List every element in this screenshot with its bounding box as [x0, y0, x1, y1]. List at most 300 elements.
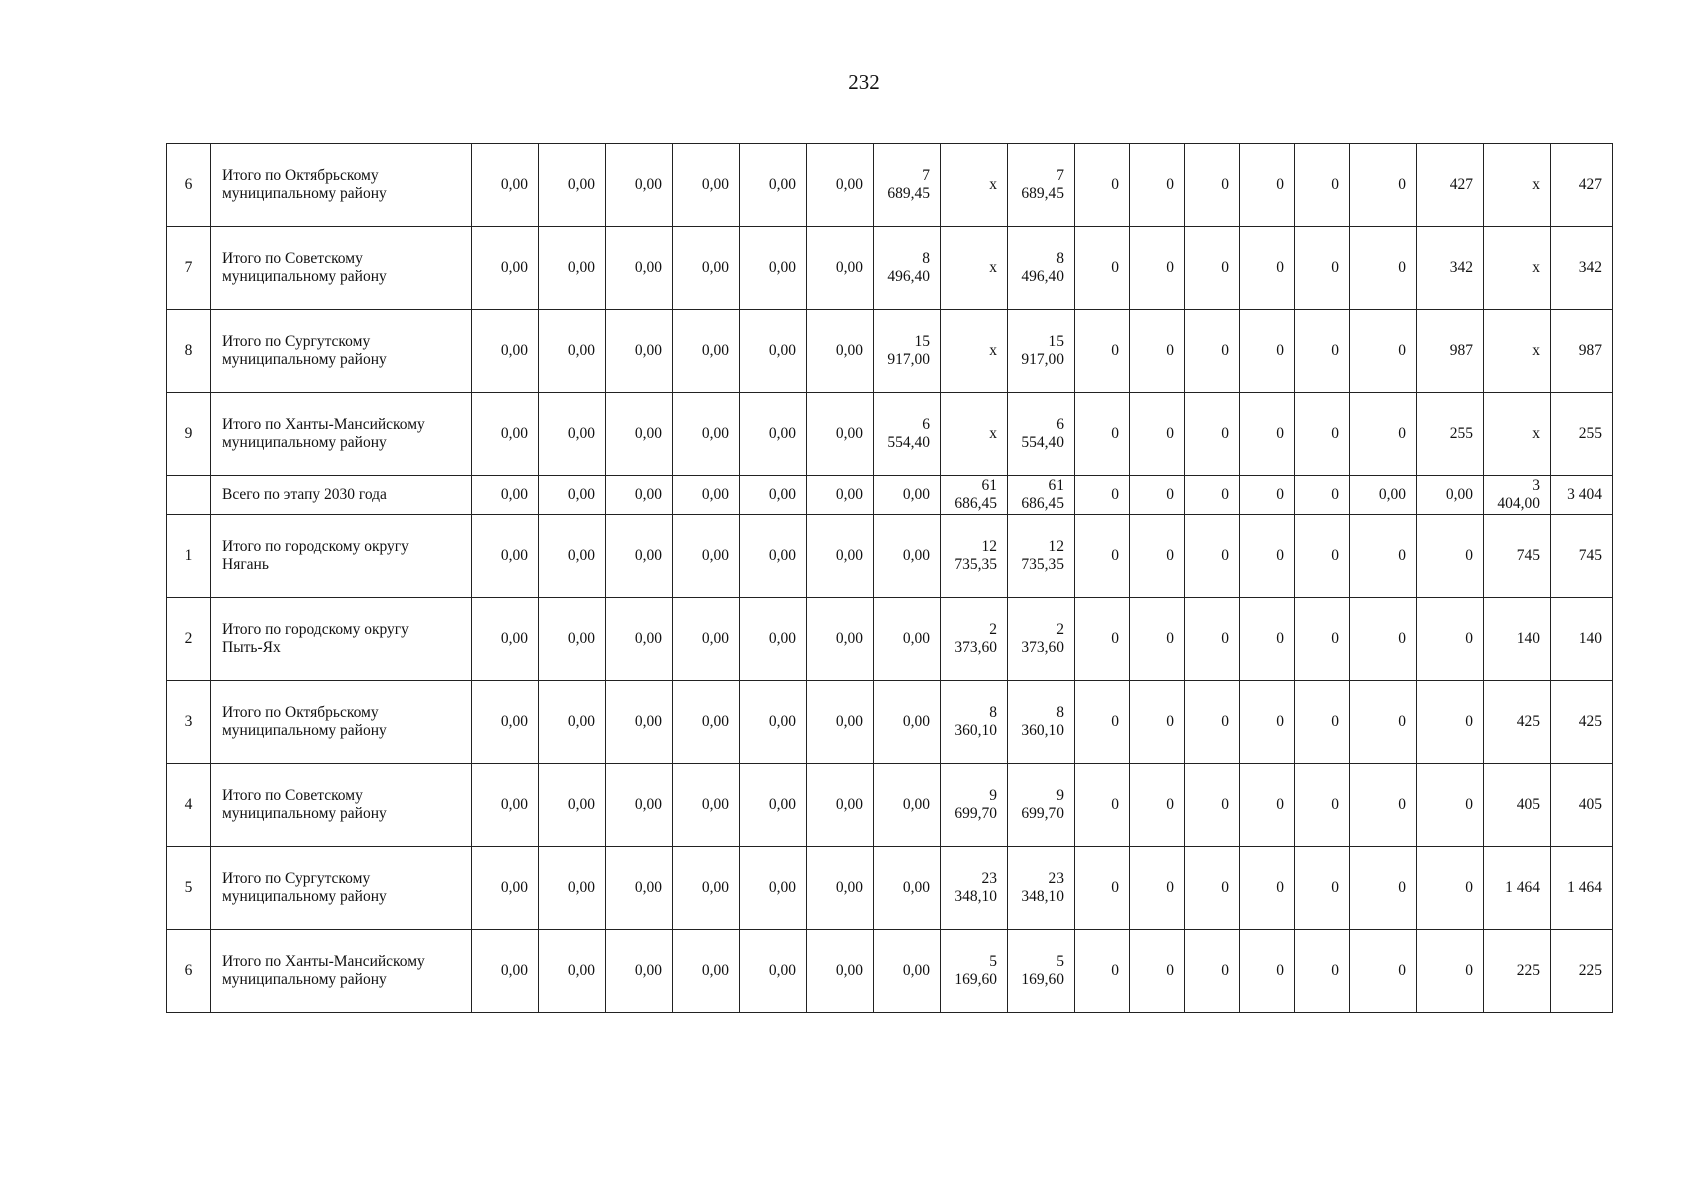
row-number-cell: [167, 476, 211, 515]
value-cell: 0,00: [539, 681, 606, 764]
value-cell: 0: [1130, 764, 1185, 847]
value-cell: [941, 847, 1008, 930]
row-number-cell: 6: [167, 930, 211, 1013]
row-name-cell: [211, 227, 472, 310]
value-cell: 0: [1350, 310, 1417, 393]
row-name-line: Итого по Октябрьскому: [222, 704, 379, 721]
value-cell: 0,00: [539, 598, 606, 681]
value-cell: 0,00: [740, 310, 807, 393]
value-cell: 0,00: [472, 930, 539, 1013]
value-cell: 0: [1075, 227, 1130, 310]
value-cell: 0,00: [673, 144, 740, 227]
value-cell: 0: [1295, 476, 1350, 515]
value-cell: 0: [1075, 310, 1130, 393]
table-row: [167, 227, 1613, 310]
row-number-cell: 1: [167, 515, 211, 598]
value-cell: [941, 930, 1008, 1013]
value-line: 360,10: [1021, 722, 1064, 739]
value-cell: 0: [1295, 227, 1350, 310]
value-cell: 0: [1417, 515, 1484, 598]
value-cell: 0: [1240, 681, 1295, 764]
row-name-line: муниципальному району: [222, 434, 387, 451]
value-cell: 0,00: [539, 310, 606, 393]
value-cell: 0: [1130, 310, 1185, 393]
value-cell: 0,00: [673, 764, 740, 847]
value-cell: 0: [1240, 393, 1295, 476]
value-cell: 0,00: [606, 681, 673, 764]
value-cell: 0: [1295, 930, 1350, 1013]
value-cell: 0,00: [472, 515, 539, 598]
value-cell: [1484, 476, 1551, 515]
value-cell: 0,00: [740, 681, 807, 764]
value-cell: 0: [1130, 847, 1185, 930]
page-number: 232: [848, 70, 880, 94]
value-cell: 0: [1075, 598, 1130, 681]
value-cell: 0: [1075, 847, 1130, 930]
value-cell: 0: [1350, 393, 1417, 476]
value-line: 699,70: [954, 805, 997, 822]
table-row: [167, 930, 1613, 1013]
value-cell: 0: [1350, 144, 1417, 227]
value-cell: 0,00: [673, 681, 740, 764]
value-cell: x: [941, 227, 1008, 310]
value-line: 6: [1056, 416, 1064, 433]
value-cell: 0,00: [472, 227, 539, 310]
row-name-line: Итого по Советскому: [222, 787, 363, 804]
value-line: 2: [989, 621, 997, 638]
value-cell: 0: [1417, 598, 1484, 681]
value-cell: [1008, 476, 1075, 515]
value-cell: 0: [1240, 476, 1295, 515]
value-cell: 0: [1350, 764, 1417, 847]
value-line: 5: [989, 953, 997, 970]
value-line: 404,00: [1497, 495, 1540, 512]
value-cell: 0,00: [606, 598, 673, 681]
value-cell: 255: [1551, 393, 1613, 476]
value-line: 373,60: [954, 639, 997, 656]
value-cell: 987: [1417, 310, 1484, 393]
row-name-line: муниципальному району: [222, 888, 387, 905]
value-cell: 0,00: [874, 681, 941, 764]
value-cell: 0,00: [606, 476, 673, 515]
value-cell: 0,00: [740, 515, 807, 598]
value-cell: [1008, 764, 1075, 847]
value-cell: 427: [1551, 144, 1613, 227]
row-name-line: Итого по Ханты-Мансийскому: [222, 416, 425, 433]
value-cell: 0,00: [472, 476, 539, 515]
value-cell: 0: [1350, 681, 1417, 764]
value-cell: [874, 227, 941, 310]
value-line: 360,10: [954, 722, 997, 739]
value-cell: 0,00: [539, 144, 606, 227]
value-line: 8: [1056, 704, 1064, 721]
row-name-cell: [211, 476, 472, 515]
value-cell: 0,00: [807, 144, 874, 227]
value-line: 8: [922, 250, 930, 267]
value-cell: x: [941, 393, 1008, 476]
value-line: 348,10: [954, 888, 997, 905]
value-cell: 0,00: [807, 930, 874, 1013]
value-cell: 0: [1185, 847, 1240, 930]
value-cell: 0,00: [539, 847, 606, 930]
value-cell: 425: [1551, 681, 1613, 764]
value-cell: 0,00: [807, 393, 874, 476]
value-cell: 0: [1130, 144, 1185, 227]
value-cell: 0: [1185, 681, 1240, 764]
value-cell: 0: [1075, 476, 1130, 515]
table-row: [167, 476, 1613, 515]
value-cell: [874, 310, 941, 393]
row-name-cell: [211, 681, 472, 764]
value-cell: 0,00: [606, 227, 673, 310]
value-line: 917,00: [887, 351, 930, 368]
row-name-cell: [211, 310, 472, 393]
table-row: [167, 515, 1613, 598]
table-row: [167, 764, 1613, 847]
value-cell: 0,00: [472, 764, 539, 847]
value-line: 2: [1056, 621, 1064, 638]
value-cell: 0: [1130, 476, 1185, 515]
table-row: [167, 681, 1613, 764]
value-cell: 0: [1130, 930, 1185, 1013]
table-row: [167, 393, 1613, 476]
value-cell: [941, 681, 1008, 764]
row-name-line: Итого по Советскому: [222, 250, 363, 267]
value-cell: 0,00: [472, 598, 539, 681]
value-cell: 0: [1350, 930, 1417, 1013]
value-cell: 0: [1295, 515, 1350, 598]
table-row: [167, 310, 1613, 393]
value-cell: 0: [1350, 598, 1417, 681]
value-cell: 0,00: [606, 310, 673, 393]
value-cell: [874, 144, 941, 227]
value-cell: 0: [1350, 515, 1417, 598]
value-line: 917,00: [1021, 351, 1064, 368]
value-cell: 0,00: [1417, 476, 1484, 515]
value-cell: 0,00: [606, 515, 673, 598]
value-cell: 0: [1185, 764, 1240, 847]
data-table: [166, 143, 1613, 1013]
value-cell: 0,00: [740, 393, 807, 476]
value-cell: 0,00: [1350, 476, 1417, 515]
row-name-line: Нягань: [222, 556, 269, 573]
row-name-line: Всего по этапу 2030 года: [222, 486, 387, 503]
value-line: 15: [1048, 333, 1064, 350]
value-cell: 0,00: [673, 847, 740, 930]
value-cell: [1008, 847, 1075, 930]
value-cell: 425: [1484, 681, 1551, 764]
value-cell: 0: [1185, 144, 1240, 227]
value-cell: 0: [1075, 681, 1130, 764]
value-cell: 0,00: [874, 847, 941, 930]
value-line: 169,60: [1021, 971, 1064, 988]
row-name-line: муниципальному району: [222, 722, 387, 739]
value-cell: 0: [1130, 598, 1185, 681]
value-cell: 0: [1295, 847, 1350, 930]
value-line: 15: [914, 333, 930, 350]
value-line: 12: [981, 538, 997, 555]
value-cell: 0,00: [807, 476, 874, 515]
value-cell: 0: [1240, 847, 1295, 930]
value-cell: 0,00: [539, 515, 606, 598]
value-cell: [1008, 393, 1075, 476]
value-cell: 0: [1240, 310, 1295, 393]
value-cell: 0,00: [740, 598, 807, 681]
value-cell: 427: [1417, 144, 1484, 227]
value-cell: 0,00: [874, 930, 941, 1013]
value-cell: 0: [1075, 930, 1130, 1013]
value-cell: 0,00: [673, 227, 740, 310]
row-number-cell: 3: [167, 681, 211, 764]
table-row: [167, 847, 1613, 930]
value-cell: 0: [1185, 598, 1240, 681]
value-cell: x: [1484, 144, 1551, 227]
value-line: 496,40: [1021, 268, 1064, 285]
value-cell: 0: [1295, 598, 1350, 681]
row-name-cell: [211, 515, 472, 598]
value-cell: 0: [1295, 393, 1350, 476]
value-cell: 0,00: [740, 764, 807, 847]
value-cell: 0: [1240, 930, 1295, 1013]
value-cell: 0,00: [740, 227, 807, 310]
value-cell: 3 404: [1551, 476, 1613, 515]
value-cell: x: [1484, 310, 1551, 393]
value-line: 496,40: [887, 268, 930, 285]
value-line: 689,45: [1021, 185, 1064, 202]
row-name-cell: [211, 598, 472, 681]
row-name-line: Итого по Ханты-Мансийскому: [222, 953, 425, 970]
value-line: 12: [1048, 538, 1064, 555]
value-line: 699,70: [1021, 805, 1064, 822]
value-line: 9: [989, 787, 997, 804]
value-cell: 0: [1240, 764, 1295, 847]
row-number-cell: 6: [167, 144, 211, 227]
value-cell: 0,00: [606, 930, 673, 1013]
row-name-line: Итого по Сургутскому: [222, 333, 371, 350]
table-row: [167, 598, 1613, 681]
row-number-cell: 7: [167, 227, 211, 310]
value-cell: 0: [1417, 681, 1484, 764]
row-name-line: Итого по Октябрьскому: [222, 167, 379, 184]
value-cell: 0: [1185, 930, 1240, 1013]
value-line: 23: [1048, 870, 1064, 887]
value-cell: 0: [1185, 515, 1240, 598]
value-cell: 0,00: [874, 764, 941, 847]
value-line: 6: [922, 416, 930, 433]
row-name-cell: [211, 393, 472, 476]
row-name-cell: [211, 764, 472, 847]
value-cell: 0,00: [606, 144, 673, 227]
value-cell: 0: [1185, 310, 1240, 393]
value-cell: 0: [1075, 393, 1130, 476]
value-cell: 0,00: [740, 144, 807, 227]
value-cell: 405: [1551, 764, 1613, 847]
value-cell: 0,00: [740, 847, 807, 930]
value-line: 8: [989, 704, 997, 721]
table-row: [167, 144, 1613, 227]
row-name-line: муниципальному району: [222, 971, 387, 988]
value-cell: 225: [1484, 930, 1551, 1013]
value-line: 735,35: [1021, 556, 1064, 573]
value-cell: 0: [1075, 764, 1130, 847]
value-cell: 342: [1551, 227, 1613, 310]
value-cell: 225: [1551, 930, 1613, 1013]
value-cell: 0,00: [673, 930, 740, 1013]
value-cell: x: [941, 144, 1008, 227]
row-name-line: Пыть-Ях: [222, 639, 281, 656]
value-cell: 0: [1295, 764, 1350, 847]
value-line: 8: [1056, 250, 1064, 267]
value-cell: 0,00: [673, 476, 740, 515]
value-cell: 0,00: [472, 393, 539, 476]
value-cell: [1008, 598, 1075, 681]
value-cell: 255: [1417, 393, 1484, 476]
value-cell: x: [1484, 393, 1551, 476]
value-cell: 745: [1551, 515, 1613, 598]
value-line: 3: [1532, 477, 1540, 494]
value-cell: 0: [1130, 393, 1185, 476]
value-cell: 0,00: [807, 515, 874, 598]
value-cell: x: [1484, 227, 1551, 310]
value-cell: 1 464: [1484, 847, 1551, 930]
value-line: 689,45: [887, 185, 930, 202]
value-line: 686,45: [1021, 495, 1064, 512]
value-cell: 0,00: [606, 764, 673, 847]
value-line: 348,10: [1021, 888, 1064, 905]
value-line: 169,60: [954, 971, 997, 988]
value-cell: 342: [1417, 227, 1484, 310]
row-number-cell: 5: [167, 847, 211, 930]
value-cell: 1 464: [1551, 847, 1613, 930]
value-cell: 0,00: [740, 476, 807, 515]
value-cell: 0: [1295, 310, 1350, 393]
row-number-cell: 9: [167, 393, 211, 476]
value-line: 61: [981, 477, 997, 494]
value-cell: 0,00: [807, 598, 874, 681]
value-cell: 0,00: [874, 476, 941, 515]
value-cell: 0,00: [807, 681, 874, 764]
row-name-cell: [211, 847, 472, 930]
row-name-line: Итого по Сургутскому: [222, 870, 371, 887]
value-line: 23: [981, 870, 997, 887]
value-cell: 0,00: [673, 393, 740, 476]
value-cell: 0: [1240, 515, 1295, 598]
value-cell: 0,00: [606, 393, 673, 476]
value-line: 9: [1056, 787, 1064, 804]
value-cell: 0: [1185, 476, 1240, 515]
value-cell: 745: [1484, 515, 1551, 598]
value-cell: 0: [1185, 227, 1240, 310]
value-cell: 0,00: [539, 227, 606, 310]
value-cell: 0,00: [539, 393, 606, 476]
value-cell: [1008, 681, 1075, 764]
table-body: [167, 144, 1613, 1013]
value-cell: [941, 515, 1008, 598]
value-cell: 0: [1350, 847, 1417, 930]
value-line: 61: [1048, 477, 1064, 494]
value-cell: 0: [1350, 227, 1417, 310]
value-cell: 0: [1130, 227, 1185, 310]
value-cell: 0,00: [472, 847, 539, 930]
value-cell: 0,00: [472, 144, 539, 227]
value-cell: 0: [1130, 515, 1185, 598]
value-cell: [1008, 227, 1075, 310]
value-cell: 0,00: [539, 476, 606, 515]
value-line: 373,60: [1021, 639, 1064, 656]
value-cell: 0: [1295, 681, 1350, 764]
value-line: 554,40: [1021, 434, 1064, 451]
row-number-cell: 2: [167, 598, 211, 681]
row-number-cell: 4: [167, 764, 211, 847]
value-cell: 0,00: [807, 764, 874, 847]
value-cell: [1008, 310, 1075, 393]
value-line: 7: [1056, 167, 1064, 184]
value-cell: 0,00: [807, 847, 874, 930]
value-cell: 0,00: [807, 310, 874, 393]
value-cell: 0: [1240, 227, 1295, 310]
value-cell: 0,00: [472, 681, 539, 764]
row-name-line: муниципальному району: [222, 268, 387, 285]
value-cell: 0: [1240, 144, 1295, 227]
value-line: 5: [1056, 953, 1064, 970]
value-cell: 0,00: [673, 598, 740, 681]
row-name-cell: [211, 930, 472, 1013]
value-cell: 0,00: [539, 930, 606, 1013]
value-cell: 0,00: [807, 227, 874, 310]
row-name-line: Итого по городскому округу: [222, 538, 409, 555]
value-cell: [874, 393, 941, 476]
value-cell: 0: [1130, 681, 1185, 764]
value-cell: 0: [1295, 144, 1350, 227]
value-cell: [941, 764, 1008, 847]
row-name-line: муниципальному району: [222, 185, 387, 202]
value-line: 554,40: [887, 434, 930, 451]
row-name-line: муниципальному району: [222, 351, 387, 368]
value-cell: 0: [1417, 764, 1484, 847]
value-cell: [1008, 515, 1075, 598]
value-cell: 0,00: [874, 515, 941, 598]
value-cell: [941, 476, 1008, 515]
value-cell: 0: [1075, 515, 1130, 598]
row-number-cell: 8: [167, 310, 211, 393]
value-line: 7: [922, 167, 930, 184]
row-name-cell: [211, 144, 472, 227]
value-cell: 0,00: [673, 310, 740, 393]
value-cell: 0,00: [874, 598, 941, 681]
value-cell: 987: [1551, 310, 1613, 393]
value-line: 735,35: [954, 556, 997, 573]
row-name-line: Итого по городскому округу: [222, 621, 409, 638]
value-cell: 405: [1484, 764, 1551, 847]
value-cell: x: [941, 310, 1008, 393]
value-cell: [941, 598, 1008, 681]
value-cell: 0,00: [673, 515, 740, 598]
value-cell: 140: [1484, 598, 1551, 681]
value-cell: [1008, 930, 1075, 1013]
value-cell: 0,00: [606, 847, 673, 930]
value-cell: 0,00: [472, 310, 539, 393]
value-cell: 140: [1551, 598, 1613, 681]
value-cell: 0: [1185, 393, 1240, 476]
value-cell: 0,00: [740, 930, 807, 1013]
value-cell: 0: [1075, 144, 1130, 227]
value-cell: 0: [1417, 930, 1484, 1013]
value-cell: 0: [1240, 598, 1295, 681]
value-cell: 0: [1417, 847, 1484, 930]
value-cell: [1008, 144, 1075, 227]
value-line: 686,45: [954, 495, 997, 512]
row-name-line: муниципальному району: [222, 805, 387, 822]
